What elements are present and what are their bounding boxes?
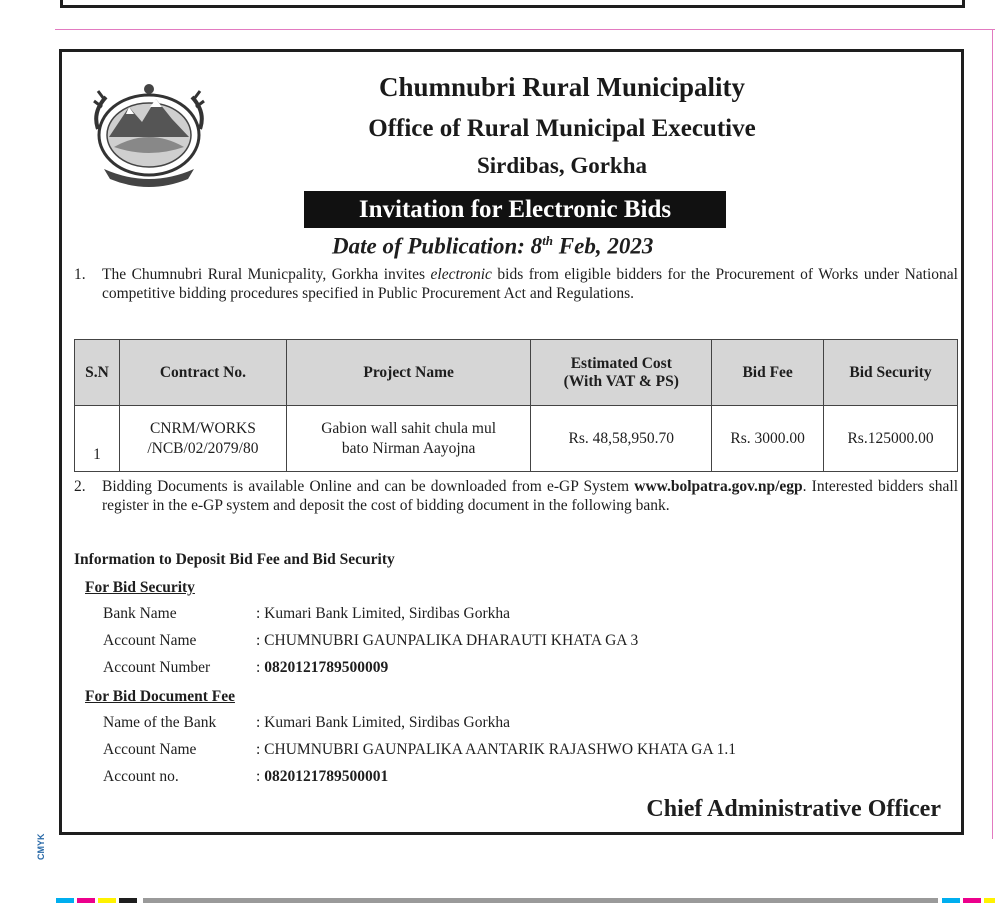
table-row bbox=[75, 406, 958, 472]
table-header-row bbox=[75, 340, 958, 406]
signatory-title: Chief Administrative Officer bbox=[646, 796, 941, 822]
col-header-project: Project Name bbox=[286, 340, 531, 406]
bid-doc-fee-account-name: Account Name : CHUMNUBRI GAUNPALIKA AANTARIK RAJASHWO KHATA GA 1.1 bbox=[103, 741, 737, 758]
cell-bid-security: Rs.125000.00 bbox=[824, 406, 958, 472]
registration-bar bbox=[143, 898, 938, 903]
office-location: Sirdibas, Gorkha bbox=[477, 153, 647, 178]
bid-security-heading: For Bid Security bbox=[85, 579, 195, 596]
bid-doc-fee-heading: For Bid Document Fee bbox=[85, 688, 235, 705]
egp-link: www.bolpatra.gov.np/egp bbox=[634, 478, 803, 495]
deposit-info-heading: Information to Deposit Bid Fee and Bid Security bbox=[74, 551, 395, 568]
bid-notice bbox=[59, 49, 964, 835]
bid-security-account-number: Account Number : 0820121789500009 bbox=[103, 659, 389, 676]
magenta-swatch-right bbox=[963, 898, 981, 903]
bid-security-bank: Bank Name : Kumari Bank Limited, Sirdibas Gorkha bbox=[103, 605, 510, 622]
cell-bid-fee: Rs. 3000.00 bbox=[712, 406, 824, 472]
cell-sn: 1 bbox=[75, 406, 120, 472]
cmyk-label: CMYK bbox=[36, 833, 46, 860]
yellow-swatch-right bbox=[984, 898, 995, 903]
cell-contract-no: CNRM/WORKS /NCB/02/2079/80 bbox=[119, 406, 286, 472]
yellow-swatch bbox=[98, 898, 116, 903]
magenta-swatch bbox=[77, 898, 95, 903]
paragraph-2: 2. Bidding Documents is available Online and can be downloaded from e-GP System www.bolpatra.gov.np/egp. Interested bidders shall register in the e-GP system and deposit the cost of bidding document in the following bank. bbox=[74, 478, 959, 514]
col-header-sn: S.N bbox=[75, 340, 120, 406]
cell-project-name: Gabion wall sahit chula mul bato Nirman Aayojna bbox=[286, 406, 531, 472]
paragraph-number: 1. bbox=[74, 266, 86, 283]
cyan-swatch-right bbox=[942, 898, 960, 903]
page-divider bbox=[55, 29, 995, 30]
publication-date: Date of Publication: 8th Feb, 2023 bbox=[332, 233, 654, 259]
col-header-bid-fee: Bid Fee bbox=[712, 340, 824, 406]
bid-table bbox=[74, 339, 958, 472]
cyan-swatch bbox=[56, 898, 74, 903]
col-header-cost: Estimated Cost (With VAT & PS) bbox=[531, 340, 712, 406]
municipality-name: Chumnubri Rural Municipality bbox=[378, 72, 746, 102]
black-swatch bbox=[119, 898, 137, 903]
col-header-contract: Contract No. bbox=[119, 340, 286, 406]
bid-security-account-name: Account Name : CHUMNUBRI GAUNPALIKA DHARAUTI KHATA GA 3 bbox=[103, 632, 639, 649]
cell-estimated-cost: Rs. 48,58,950.70 bbox=[531, 406, 712, 472]
office-name: Office of Rural Municipal Executive bbox=[368, 115, 756, 142]
paragraph-1: 1. The Chumnubri Rural Municpality, Gorkha invites electronic bids from eligible bidders for the Procurement of Works under National competitive bidding procedures specified in Public Procurement Act and Regulations. bbox=[74, 266, 958, 302]
paragraph-number: 2. bbox=[74, 478, 86, 495]
notice-title-banner: Invitation for Electronic Bids bbox=[304, 191, 726, 228]
bid-doc-fee-account-number: Account no. : 0820121789500001 bbox=[103, 768, 389, 785]
page-margin-line bbox=[992, 29, 993, 839]
col-header-bid-security: Bid Security bbox=[824, 340, 958, 406]
previous-notice-border bbox=[60, 0, 965, 8]
bid-doc-fee-bank: Name of the Bank : Kumari Bank Limited, Sirdibas Gorkha bbox=[103, 714, 510, 731]
